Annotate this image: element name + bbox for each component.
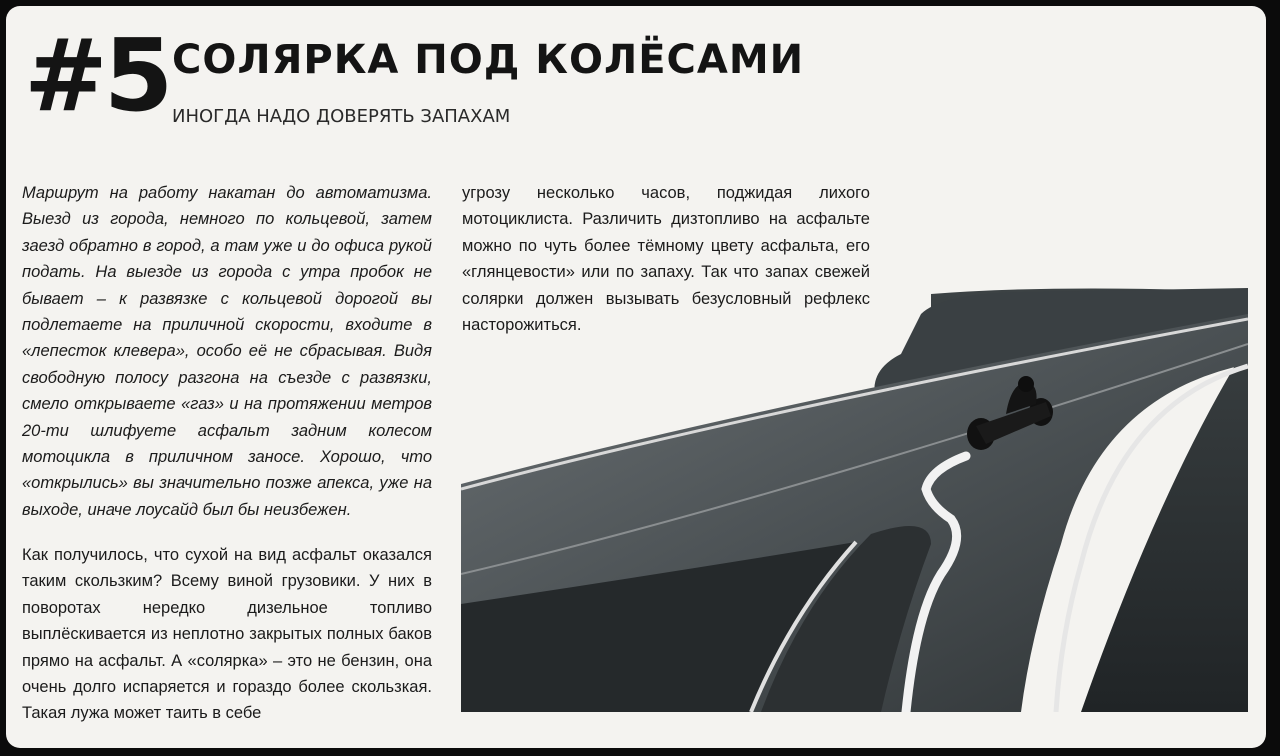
article-subtitle: ИНОГДА НАДО ДОВЕРЯТЬ ЗАПАХАМ (172, 106, 511, 127)
magazine-page (6, 6, 1266, 748)
body-paragraph-left (22, 542, 432, 727)
body-text-left: Как получилось, что сухой на вид асфальт оказался таким скользким? Всему виной грузовики. У них в поворотах нередко дизельное топливо выплёскивается из неплотно закрытых полных баков прямо на асфальт. А «солярка» – это не бензин, она очень долго испаряется и гораздо более скользкая. Такая лужа может таить в себе (22, 546, 432, 723)
intro-paragraph (22, 180, 432, 523)
section-number: #5 (24, 17, 170, 134)
intro-text: Маршрут на работу накатан до автоматизма. Выезд из города, немного по кольцевой, затем заезд обратно в город, а там уже и до офиса рукой подать. На выезде из города с утра пробок не бывает – к развязке с кольцевой дорогой вы подлетаете на приличной скорости, входите в «лепесток клевера», особо её не сбрасывая. Видя свободную полосу разгона на съезде с развязки, смело открываете «газ» и на протяжении метров 20-ти шлифуете асфальт задним колесом мотоцикла в приличном заносе. Хорошо, что «открылись» вы значительно позже апекса, уже на выходе, иначе лоусайд был бы неизбежен. (22, 184, 432, 519)
motorcycle-road-illustration (461, 284, 1248, 712)
article-title: СОЛЯРКА ПОД КОЛЁСАМИ (172, 37, 805, 83)
body-text-right: угрозу несколько часов, поджидая лихого мотоциклиста. Различить дизтопливо на асфальте можно по чуть более тёмному цвету асфальта, его «глянцевости» или по запаху. Так что запах свежей солярки должен вызывать безусловный рефлекс насторожиться. (462, 184, 870, 335)
